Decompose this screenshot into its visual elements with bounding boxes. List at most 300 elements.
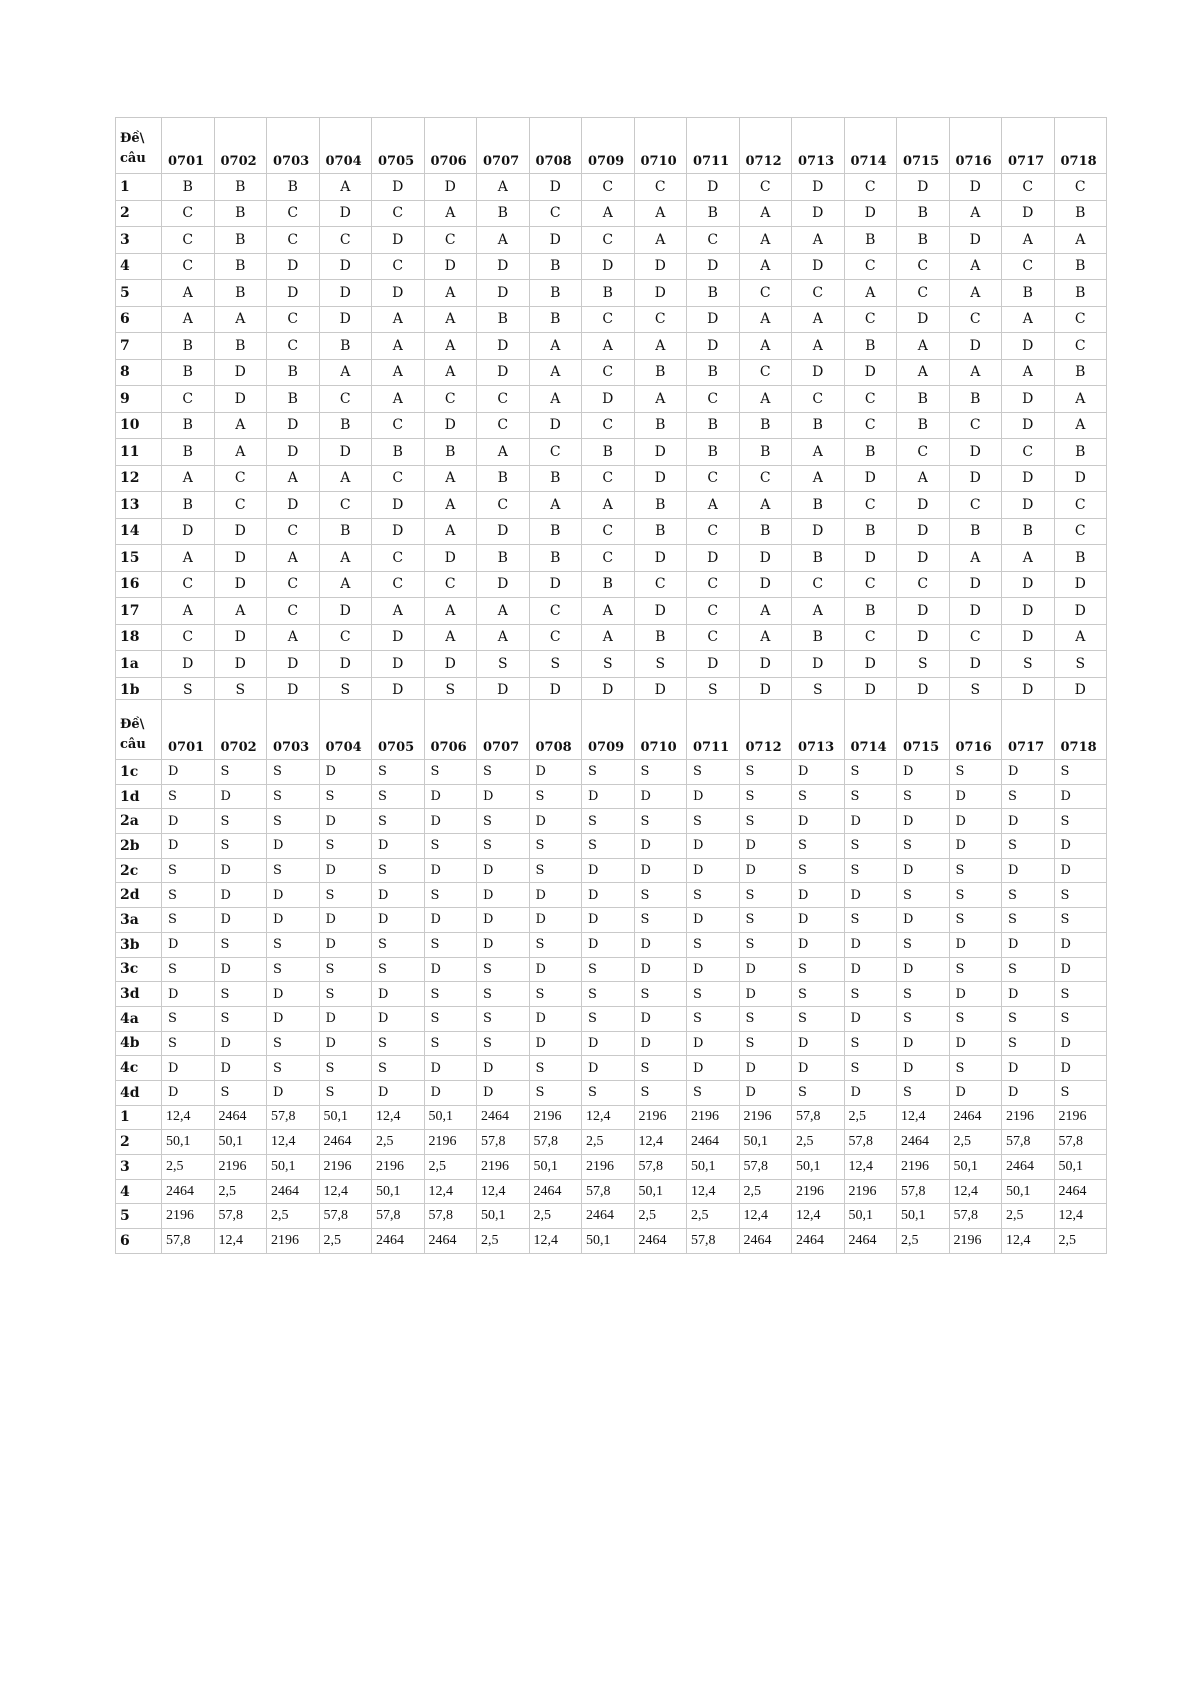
answer-cell: S xyxy=(267,932,320,957)
row-label: 12 xyxy=(116,465,162,492)
answer-cell: B xyxy=(844,227,897,254)
answer-cell: C xyxy=(529,439,582,466)
row-label: 5 xyxy=(116,1204,162,1229)
answer-cell: A xyxy=(634,386,687,413)
answer-cell: D xyxy=(477,932,530,957)
answer-cell: A xyxy=(582,624,635,651)
answer-cell: B xyxy=(162,439,215,466)
column-header: 0708 xyxy=(529,118,582,174)
answer-cell: S xyxy=(529,784,582,809)
answer-cell: 2,5 xyxy=(372,1130,425,1155)
table-row xyxy=(116,932,1107,957)
answer-cell: D xyxy=(1054,465,1107,492)
answer-cell: 2464 xyxy=(739,1229,792,1254)
answer-cell: S xyxy=(687,677,740,699)
answer-cell: D xyxy=(162,1080,215,1105)
answer-cell: D xyxy=(897,545,950,572)
answer-cell: 57,8 xyxy=(949,1204,1002,1229)
answer-cell: C xyxy=(319,227,372,254)
answer-cell: 2196 xyxy=(687,1105,740,1130)
row-label: 18 xyxy=(116,624,162,651)
answer-cell: B xyxy=(529,518,582,545)
answer-cell: D xyxy=(897,1031,950,1056)
answer-cell: B xyxy=(582,571,635,598)
column-header: 0714 xyxy=(844,118,897,174)
answer-cell: D xyxy=(214,858,267,883)
answer-cell: C xyxy=(267,227,320,254)
answer-cell: A xyxy=(319,174,372,201)
answer-cell: D xyxy=(687,858,740,883)
answer-cell: 2464 xyxy=(319,1130,372,1155)
answer-cell: D xyxy=(1054,1056,1107,1081)
answer-cell: D xyxy=(319,858,372,883)
answer-cell: D xyxy=(844,545,897,572)
answer-cell: 2464 xyxy=(477,1105,530,1130)
answer-cell: C xyxy=(844,571,897,598)
answer-cell: 57,8 xyxy=(792,1105,845,1130)
row-label: 3c xyxy=(116,957,162,982)
answer-cell: D xyxy=(634,598,687,625)
answer-cell: A xyxy=(319,571,372,598)
answer-cell: C xyxy=(897,439,950,466)
answer-cell: A xyxy=(792,333,845,360)
answer-cell: D xyxy=(319,280,372,307)
answer-cell: A xyxy=(739,227,792,254)
answer-cell: D xyxy=(582,1056,635,1081)
answer-cell: D xyxy=(897,518,950,545)
answer-cell: A xyxy=(372,359,425,386)
answer-cell: D xyxy=(267,908,320,933)
answer-cell: D xyxy=(792,359,845,386)
answer-cell: C xyxy=(529,624,582,651)
answer-cell: C xyxy=(844,386,897,413)
answer-cell: D xyxy=(897,306,950,333)
answer-cell: A xyxy=(1054,412,1107,439)
answer-cell: D xyxy=(162,834,215,859)
column-header: 0707 xyxy=(477,118,530,174)
answer-cell: C xyxy=(949,492,1002,519)
table-row xyxy=(116,465,1107,492)
answer-cell: C xyxy=(1054,174,1107,201)
answer-cell: S xyxy=(792,858,845,883)
answer-cell: 50,1 xyxy=(687,1155,740,1180)
answer-cell: B xyxy=(162,412,215,439)
answer-cell: D xyxy=(582,932,635,957)
answer-cell: 12,4 xyxy=(844,1155,897,1180)
answer-cell: D xyxy=(319,932,372,957)
answer-cell: C xyxy=(372,412,425,439)
answer-cell: C xyxy=(162,227,215,254)
column-header: 0713 xyxy=(792,700,845,760)
answer-cell: 2,5 xyxy=(634,1204,687,1229)
answer-cell: D xyxy=(319,253,372,280)
answer-cell: C xyxy=(162,253,215,280)
answer-cell: 2196 xyxy=(529,1105,582,1130)
answer-cell: S xyxy=(792,784,845,809)
answer-cell: C xyxy=(319,386,372,413)
answer-cell: C xyxy=(477,386,530,413)
answer-cell: S xyxy=(844,784,897,809)
answer-cell: D xyxy=(372,834,425,859)
answer-cell: D xyxy=(844,957,897,982)
answer-cell: D xyxy=(424,858,477,883)
answer-cell: S xyxy=(844,1056,897,1081)
answer-cell: C xyxy=(529,598,582,625)
answer-cell: B xyxy=(687,280,740,307)
answer-cell: 57,8 xyxy=(477,1130,530,1155)
answer-cell: A xyxy=(739,624,792,651)
table-row xyxy=(116,624,1107,651)
answer-cell: 12,4 xyxy=(634,1130,687,1155)
answer-cell: A xyxy=(477,624,530,651)
answer-cell: D xyxy=(319,760,372,785)
answer-cell: D xyxy=(267,492,320,519)
answer-cell: D xyxy=(162,982,215,1007)
answer-cell: D xyxy=(582,784,635,809)
answer-cell: D xyxy=(319,598,372,625)
answer-cell: D xyxy=(844,359,897,386)
answer-cell: A xyxy=(267,545,320,572)
answer-cell: D xyxy=(634,834,687,859)
answer-cell: D xyxy=(582,883,635,908)
answer-cell: S xyxy=(582,834,635,859)
answer-cell: S xyxy=(162,1006,215,1031)
answer-cell: A xyxy=(582,200,635,227)
answer-cell: S xyxy=(214,1006,267,1031)
answer-cell: 57,8 xyxy=(372,1204,425,1229)
answer-cell: D xyxy=(214,571,267,598)
answer-cell: B xyxy=(529,465,582,492)
answer-cell: 12,4 xyxy=(949,1179,1002,1204)
answer-cell: S xyxy=(214,834,267,859)
answer-cell: D xyxy=(897,624,950,651)
answer-cell: S xyxy=(687,982,740,1007)
column-header: 0712 xyxy=(739,700,792,760)
answer-cell: A xyxy=(162,598,215,625)
answer-cell: D xyxy=(214,883,267,908)
answer-cell: D xyxy=(687,545,740,572)
answer-cell: S xyxy=(739,932,792,957)
answer-cell: C xyxy=(687,624,740,651)
row-label: 6 xyxy=(116,1229,162,1254)
column-header: 0709 xyxy=(582,118,635,174)
table-row xyxy=(116,598,1107,625)
answer-cell: D xyxy=(162,932,215,957)
answer-cell: D xyxy=(897,908,950,933)
answer-cell: B xyxy=(634,518,687,545)
answer-cell: D xyxy=(267,834,320,859)
answer-cell: S xyxy=(424,982,477,1007)
answer-cell: A xyxy=(319,359,372,386)
answer-cell: D xyxy=(214,1031,267,1056)
column-header: 0717 xyxy=(1002,118,1055,174)
answer-cell: S xyxy=(477,834,530,859)
answer-cell: D xyxy=(949,465,1002,492)
answer-cell: D xyxy=(634,545,687,572)
answer-cell: S xyxy=(372,957,425,982)
row-label: 3 xyxy=(116,1155,162,1180)
answer-cell: S xyxy=(582,760,635,785)
answer-cell: S xyxy=(372,760,425,785)
answer-cell: 50,1 xyxy=(214,1130,267,1155)
answer-cell: A xyxy=(424,624,477,651)
answer-cell: D xyxy=(634,677,687,699)
answer-cell: 2,5 xyxy=(319,1229,372,1254)
answer-cell: D xyxy=(844,200,897,227)
answer-cell: D xyxy=(1002,809,1055,834)
row-label: 3 xyxy=(116,227,162,254)
answer-cell: B xyxy=(214,333,267,360)
answer-cell: C xyxy=(267,571,320,598)
answer-cell: D xyxy=(634,957,687,982)
row-label: 4 xyxy=(116,253,162,280)
answer-cell: B xyxy=(949,386,1002,413)
answer-cell: A xyxy=(1002,359,1055,386)
answer-cell: C xyxy=(582,545,635,572)
answer-cell: S xyxy=(687,760,740,785)
row-label: 2a xyxy=(116,809,162,834)
answer-cell: 12,4 xyxy=(739,1204,792,1229)
answer-cell: B xyxy=(634,359,687,386)
answer-cell: D xyxy=(582,253,635,280)
answer-cell: S xyxy=(424,883,477,908)
answer-cell: 2464 xyxy=(634,1229,687,1254)
answer-cell: D xyxy=(739,982,792,1007)
answer-cell: D xyxy=(319,1031,372,1056)
answer-cell: D xyxy=(372,883,425,908)
answer-cell: 57,8 xyxy=(739,1155,792,1180)
answer-cell: C xyxy=(582,412,635,439)
column-header: 0704 xyxy=(319,700,372,760)
answer-cell: 50,1 xyxy=(162,1130,215,1155)
column-header: 0710 xyxy=(634,118,687,174)
answer-cell: 12,4 xyxy=(1054,1204,1107,1229)
answer-cell: C xyxy=(372,545,425,572)
answer-cell: S xyxy=(687,1006,740,1031)
answer-cell: 2196 xyxy=(162,1204,215,1229)
answer-cell: B xyxy=(267,359,320,386)
answer-cell: B xyxy=(897,227,950,254)
answer-cell: A xyxy=(792,598,845,625)
answer-cell: D xyxy=(424,784,477,809)
header-row xyxy=(116,118,1107,174)
answer-cell: D xyxy=(477,280,530,307)
answer-cell: S xyxy=(792,982,845,1007)
answer-cell: S xyxy=(319,883,372,908)
answer-cell: S xyxy=(372,858,425,883)
answer-cell: S xyxy=(477,957,530,982)
answer-cell: S xyxy=(162,677,215,699)
answer-cell: D xyxy=(1002,200,1055,227)
answer-cell: A xyxy=(582,333,635,360)
answer-cell: 2,5 xyxy=(582,1130,635,1155)
answer-cell: C xyxy=(214,492,267,519)
answer-cell: A xyxy=(739,306,792,333)
answer-cell: D xyxy=(529,809,582,834)
answer-cell: D xyxy=(477,677,530,699)
answer-cell: B xyxy=(214,280,267,307)
answer-cell: D xyxy=(949,651,1002,678)
table-row xyxy=(116,1031,1107,1056)
answer-cell: C xyxy=(634,571,687,598)
column-header: 0707 xyxy=(477,700,530,760)
answer-cell: D xyxy=(634,784,687,809)
answer-cell: S xyxy=(319,1056,372,1081)
row-label: 9 xyxy=(116,386,162,413)
answer-cell: D xyxy=(529,227,582,254)
answer-cell: D xyxy=(529,957,582,982)
answer-cell: D xyxy=(687,333,740,360)
table-row xyxy=(116,333,1107,360)
answer-cell: S xyxy=(739,1006,792,1031)
answer-cell: B xyxy=(214,200,267,227)
answer-cell: S xyxy=(372,932,425,957)
answer-cell: S xyxy=(372,1031,425,1056)
answer-cell: S xyxy=(792,677,845,699)
answer-cell: D xyxy=(634,858,687,883)
answer-cell: D xyxy=(739,957,792,982)
answer-cell: D xyxy=(267,982,320,1007)
answer-cell: 2196 xyxy=(634,1105,687,1130)
answer-cell: S xyxy=(949,858,1002,883)
answer-cell: S xyxy=(372,1056,425,1081)
answer-cell: D xyxy=(424,253,477,280)
answer-cell: C xyxy=(897,571,950,598)
column-header: 0705 xyxy=(372,700,425,760)
table-row xyxy=(116,677,1107,699)
answer-cell: A xyxy=(372,386,425,413)
answer-cell: D xyxy=(687,174,740,201)
answer-cell: B xyxy=(372,439,425,466)
answer-cell: D xyxy=(949,1080,1002,1105)
answer-cell: D xyxy=(897,760,950,785)
answer-cell: C xyxy=(372,200,425,227)
answer-cell: D xyxy=(634,465,687,492)
answer-cell: 50,1 xyxy=(267,1155,320,1180)
answer-cell: B xyxy=(477,200,530,227)
answer-cell: D xyxy=(372,651,425,678)
answer-cell: 2,5 xyxy=(162,1155,215,1180)
row-label: 1 xyxy=(116,174,162,201)
column-header: 0718 xyxy=(1054,118,1107,174)
answer-cell: D xyxy=(1054,571,1107,598)
answer-cell: 2196 xyxy=(214,1155,267,1180)
answer-cell: S xyxy=(949,677,1002,699)
answer-cell: 2196 xyxy=(319,1155,372,1180)
answer-cell: S xyxy=(897,1006,950,1031)
answer-cell: B xyxy=(1054,439,1107,466)
answer-cell: S xyxy=(267,760,320,785)
answer-cell: D xyxy=(424,545,477,572)
answer-cell: D xyxy=(319,809,372,834)
answer-cell: 2464 xyxy=(897,1130,950,1155)
answer-cell: B xyxy=(844,333,897,360)
answer-cell: S xyxy=(897,932,950,957)
answer-cell: D xyxy=(267,1080,320,1105)
answer-cell: B xyxy=(739,439,792,466)
answer-cell: S xyxy=(844,760,897,785)
answer-cell: D xyxy=(424,174,477,201)
answer-cell: D xyxy=(424,651,477,678)
answer-cell: D xyxy=(844,465,897,492)
answer-cell: D xyxy=(687,306,740,333)
column-header: 0709 xyxy=(582,700,635,760)
answer-cell: S xyxy=(582,957,635,982)
answer-cell: A xyxy=(162,306,215,333)
answer-cell: D xyxy=(739,545,792,572)
answer-cell: D xyxy=(214,386,267,413)
answer-cell: S xyxy=(897,982,950,1007)
answer-cell: C xyxy=(267,200,320,227)
answer-cell: D xyxy=(1002,760,1055,785)
answer-cell: 57,8 xyxy=(897,1179,950,1204)
answer-cell: S xyxy=(267,1056,320,1081)
answer-cell: 2,5 xyxy=(687,1204,740,1229)
answer-cell: D xyxy=(949,227,1002,254)
answer-cell: D xyxy=(949,598,1002,625)
answer-cell: A xyxy=(214,306,267,333)
answer-cell: D xyxy=(582,677,635,699)
row-label: 2 xyxy=(116,1130,162,1155)
answer-cell: S xyxy=(897,1080,950,1105)
answer-cell: S xyxy=(634,809,687,834)
answer-table-top xyxy=(115,117,1107,699)
column-header: 0708 xyxy=(529,700,582,760)
answer-cell: 12,4 xyxy=(792,1204,845,1229)
answer-cell: B xyxy=(582,439,635,466)
answer-cell: 2196 xyxy=(844,1179,897,1204)
answer-cell: D xyxy=(1002,932,1055,957)
answer-cell: D xyxy=(529,571,582,598)
answer-cell: A xyxy=(634,333,687,360)
answer-cell: A xyxy=(267,465,320,492)
answer-cell: S xyxy=(582,1006,635,1031)
answer-cell: B xyxy=(634,624,687,651)
answer-cell: 50,1 xyxy=(477,1204,530,1229)
answer-cell: D xyxy=(477,858,530,883)
answer-cell: 2196 xyxy=(424,1130,477,1155)
answer-cell: S xyxy=(267,784,320,809)
answer-cell: 50,1 xyxy=(739,1130,792,1155)
answer-cell: B xyxy=(792,624,845,651)
answer-cell: D xyxy=(634,1031,687,1056)
answer-cell: C xyxy=(739,359,792,386)
answer-cell: D xyxy=(792,518,845,545)
answer-cell: C xyxy=(1002,253,1055,280)
answer-cell: S xyxy=(162,858,215,883)
answer-cell: B xyxy=(1054,280,1107,307)
answer-cell: 12,4 xyxy=(424,1179,477,1204)
answer-cell: 57,8 xyxy=(267,1105,320,1130)
row-label: 4d xyxy=(116,1080,162,1105)
answer-cell: D xyxy=(529,908,582,933)
table-row xyxy=(116,200,1107,227)
answer-cell: A xyxy=(477,227,530,254)
answer-cell: B xyxy=(1054,200,1107,227)
answer-cell: C xyxy=(792,571,845,598)
answer-cell: A xyxy=(1002,227,1055,254)
answer-cell: S xyxy=(1054,760,1107,785)
answer-cell: D xyxy=(949,1031,1002,1056)
answer-cell: S xyxy=(949,957,1002,982)
answer-cell: 57,8 xyxy=(1002,1130,1055,1155)
column-header: 0702 xyxy=(214,118,267,174)
answer-cell: S xyxy=(792,834,845,859)
answer-cell: B xyxy=(844,439,897,466)
answer-cell: 2464 xyxy=(529,1179,582,1204)
answer-cell: C xyxy=(319,492,372,519)
answer-cell: C xyxy=(687,465,740,492)
